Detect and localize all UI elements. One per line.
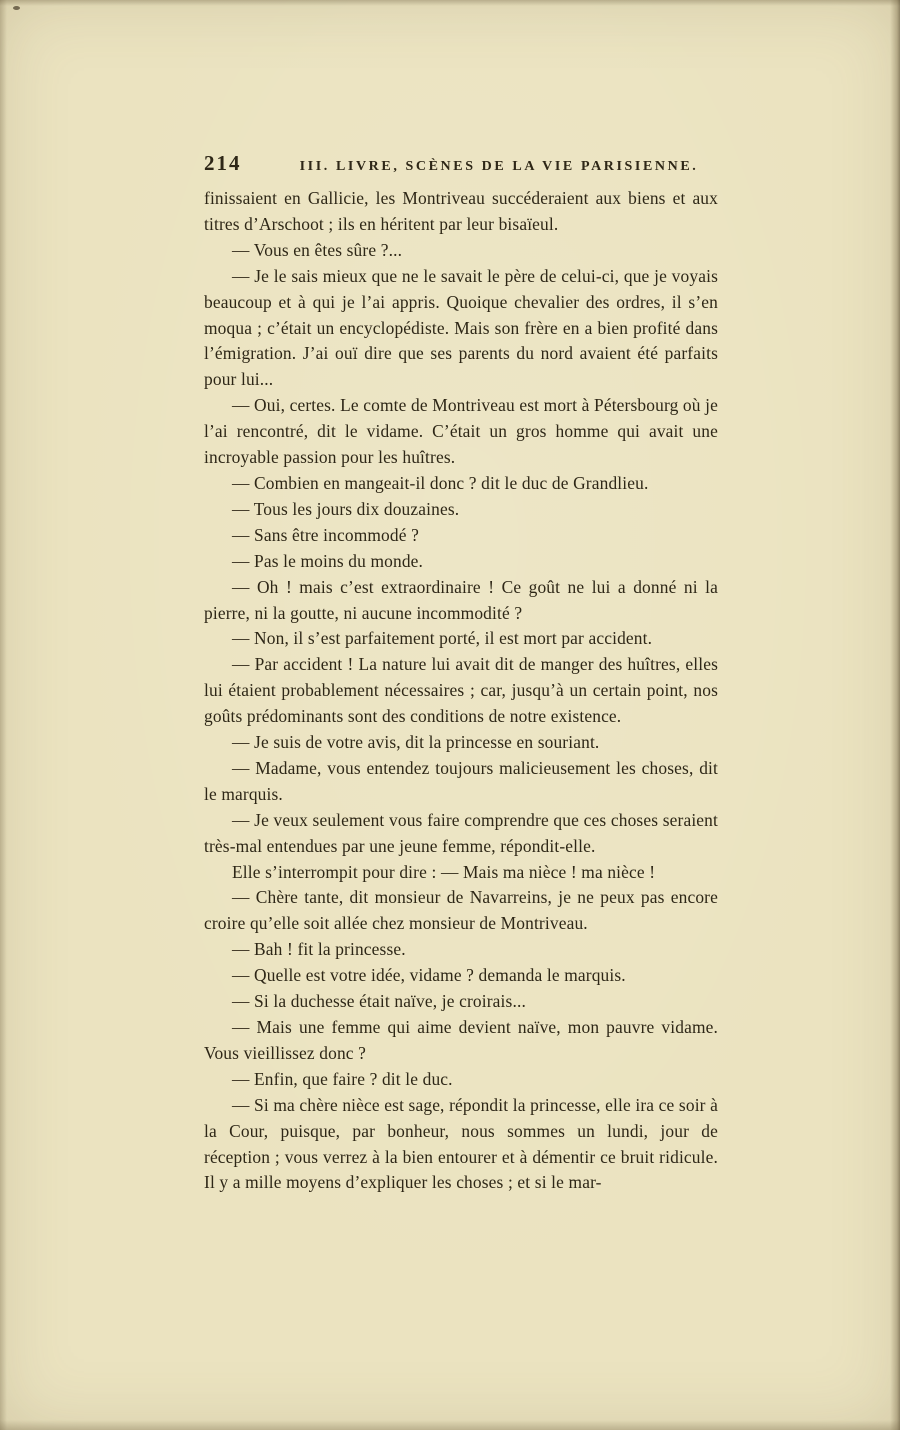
paragraph: — Je le sais mieux que ne le savait le père de celui-ci, que je voyais beaucoup et à qui je l’ai appris. Quoique chevalier des ordres, il s’en moqua ; c’était un encyclopédiste. Mais son frère en a bien profité dans l’émigration. J’ai ouï dire que ses parents du nord avaient été parfaits pour lui... (204, 265, 718, 390)
paragraph: — Sans être incommodé ? (232, 524, 419, 545)
scan-edge-bottom (0, 1420, 900, 1430)
scan-speck (13, 6, 20, 10)
paragraph: — Mais une femme qui aime devient naïve, mon pauvre vidame. Vous vieillissez donc ? (204, 1017, 718, 1063)
paragraph: — Je suis de votre avis, dit la princesse en souriant. (232, 732, 600, 753)
paragraph: — Oui, certes. Le comte de Montriveau est mort à Pétersbourg où je l’ai rencontré, dit le vidame. C’était un gros homme qui avait une incroyable passion pour les huîtres. (204, 395, 718, 468)
paragraph: — Tous les jours dix douzaines. (232, 498, 460, 519)
paragraph: — Pas le moins du monde. (232, 550, 424, 571)
paragraph: — Par accident ! La nature lui avait dit de manger des huîtres, elles lui étaient probablement nécessaires ; car, jusqu’à un certain point, nos goûts prédominants sont des conditions de notre existence. (204, 654, 718, 727)
paragraph: — Quelle est votre idée, vidame ? demanda le marquis. (232, 965, 626, 986)
paragraph: — Combien en mangeait-il donc ? dit le duc de Grandlieu. (232, 472, 649, 493)
paragraph: finissaient en Gallicie, les Montriveau succéderaient aux biens et aux titres d’Arschoot ; ils en héritent par leur bisaïeul. (204, 188, 718, 234)
scan-edge-left (0, 0, 7, 1430)
text-block (204, 186, 718, 1196)
paragraph: — Enfin, que faire ? dit le duc. (232, 1068, 453, 1089)
paragraph: Elle s’interrompit pour dire : — Mais ma nièce ! ma nièce ! (232, 861, 656, 882)
paragraph: — Bah ! fit la princesse. (232, 939, 406, 960)
paragraph: — Si la duchesse était naïve, je croirais... (232, 991, 526, 1012)
paragraph: — Madame, vous entendez toujours malicieusement les choses, dit le marquis. (204, 757, 718, 804)
page-number: 214 (204, 151, 242, 175)
scan-edge-right (890, 0, 900, 1430)
paragraph: — Chère tante, dit monsieur de Navarreins, je ne peux pas encore croire qu’elle soit allée chez monsieur de Montriveau. (204, 887, 718, 934)
paragraph: — Oh ! mais c’est extraordinaire ! Ce goût ne lui a donné ni la pierre, ni la goutte, ni aucune incommodité ? (204, 576, 718, 623)
paragraph: — Si ma chère nièce est sage, répondit la princesse, elle ira ce soir à la Cour, puisque, par bonheur, nous sommes un lundi, jour de réception ; vous verrez à la bien entourer et à démentir ce bruit ridicule. Il y a mille moyens d’expliquer les choses ; et si le mar- (204, 1094, 718, 1193)
running-title: III. LIVRE, SCÈNES DE LA VIE PARISIENNE. (299, 159, 699, 174)
paragraph: — Vous en êtes sûre ?... (232, 239, 403, 260)
scan-edge-top (0, 0, 900, 6)
paragraph: — Je veux seulement vous faire comprendre que ces choses seraient très-mal entendues par une jeune femme, répondit-elle. (204, 809, 718, 856)
page-header (204, 151, 718, 176)
paragraph: — Non, il s’est parfaitement porté, il est mort par accident. (232, 628, 653, 649)
